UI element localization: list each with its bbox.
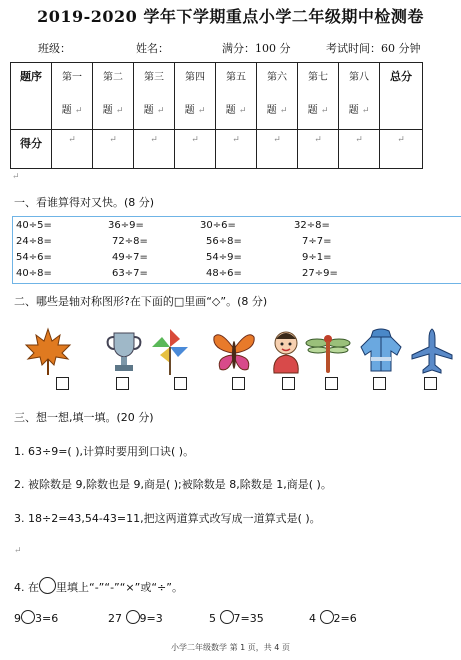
exam-time: 考试时间：60 分钟 — [326, 42, 421, 55]
section1-heading: 一、看谁算得对又快。(8 分) — [14, 196, 155, 209]
answer-box[interactable] — [232, 377, 245, 390]
question-col-2: 第二 题 ↵ — [93, 63, 134, 130]
pinwheel-icon — [146, 327, 194, 377]
row-label-score: 得分 — [11, 130, 52, 169]
question-4: 4. 在 里填上“-”“-”“×”或“÷”。 — [14, 577, 183, 595]
section3-heading: 三、想一想,填一填。(20 分) — [14, 411, 154, 424]
score-cell[interactable]: ↵ — [216, 130, 257, 169]
page-title: 2019-2020 学年下学期重点小学二年级期中检测卷 — [37, 7, 424, 26]
airplane-icon — [408, 327, 456, 377]
score-cell[interactable]: ↵ — [134, 130, 175, 169]
score-cell[interactable]: ↵ — [175, 130, 216, 169]
full-marks: 满分：100 分 — [222, 42, 291, 55]
answer-box[interactable] — [373, 377, 386, 390]
symmetry-figures — [12, 327, 461, 391]
class-label: 班级： — [38, 42, 71, 55]
question-1: 1. 63÷9=( ),计算时要用到口诀( )。 — [14, 445, 195, 458]
total-col: 总分 — [380, 63, 423, 130]
question-col-1: 第一 题 ↵ — [52, 63, 93, 130]
dragonfly-icon — [304, 327, 352, 377]
operator-circle[interactable] — [220, 610, 234, 624]
answer-box[interactable] — [174, 377, 187, 390]
section2-heading: 二、哪些是轴对称图形?在下面的□里画“◇”。(8 分) — [14, 295, 268, 308]
circle-icon — [39, 577, 56, 594]
return-mark: ↵ — [12, 172, 20, 182]
maple-leaf-icon — [24, 327, 72, 377]
fill-item: 5 7=35 — [209, 612, 264, 625]
score-cell[interactable]: ↵ — [52, 130, 93, 169]
row-label-order: 题序 — [11, 63, 52, 130]
name-label: 姓名： — [136, 42, 169, 55]
fill-item: 4 2=6 — [309, 612, 357, 625]
score-table — [10, 62, 423, 169]
fill-item: 27 9=3 — [108, 612, 163, 625]
operator-circle[interactable] — [320, 610, 334, 624]
answer-box[interactable] — [116, 377, 129, 390]
trophy-icon — [100, 327, 148, 377]
answer-box[interactable] — [56, 377, 69, 390]
operator-circle[interactable] — [21, 610, 35, 624]
butterfly-icon — [210, 327, 258, 377]
question-col-6: 第六 题 ↵ — [257, 63, 298, 130]
answer-box[interactable] — [424, 377, 437, 390]
operator-circle[interactable] — [126, 610, 140, 624]
question-col-4: 第四 题 ↵ — [175, 63, 216, 130]
total-score-cell[interactable]: ↵ — [380, 130, 423, 169]
page-footer: 小学二年级数学 第 1 页，共 4 页 — [171, 643, 290, 652]
score-cell[interactable]: ↵ — [298, 130, 339, 169]
answer-box[interactable] — [325, 377, 338, 390]
question-col-8: 第八 题 ↵ — [339, 63, 380, 130]
score-cell[interactable]: ↵ — [93, 130, 134, 169]
question-col-3: 第三 题 ↵ — [134, 63, 175, 130]
jacket-icon — [357, 327, 405, 377]
question-col-5: 第五 题 ↵ — [216, 63, 257, 130]
fill-item: 9 3=6 — [14, 612, 59, 625]
question-col-7: 第七 题 ↵ — [298, 63, 339, 130]
question-3: 3. 18÷2=43,54-43=11,把这两道算式改写成一道算式是( )。 — [14, 512, 321, 525]
return-mark: ↵ — [14, 546, 22, 556]
score-cell[interactable]: ↵ — [339, 130, 380, 169]
score-cell[interactable]: ↵ — [257, 130, 298, 169]
answer-box[interactable] — [282, 377, 295, 390]
question-2: 2. 被除数是 9,除数也是 9,商是( );被除数是 8,除数是 1,商是( )。 — [14, 478, 332, 491]
doll-icon — [262, 327, 310, 377]
